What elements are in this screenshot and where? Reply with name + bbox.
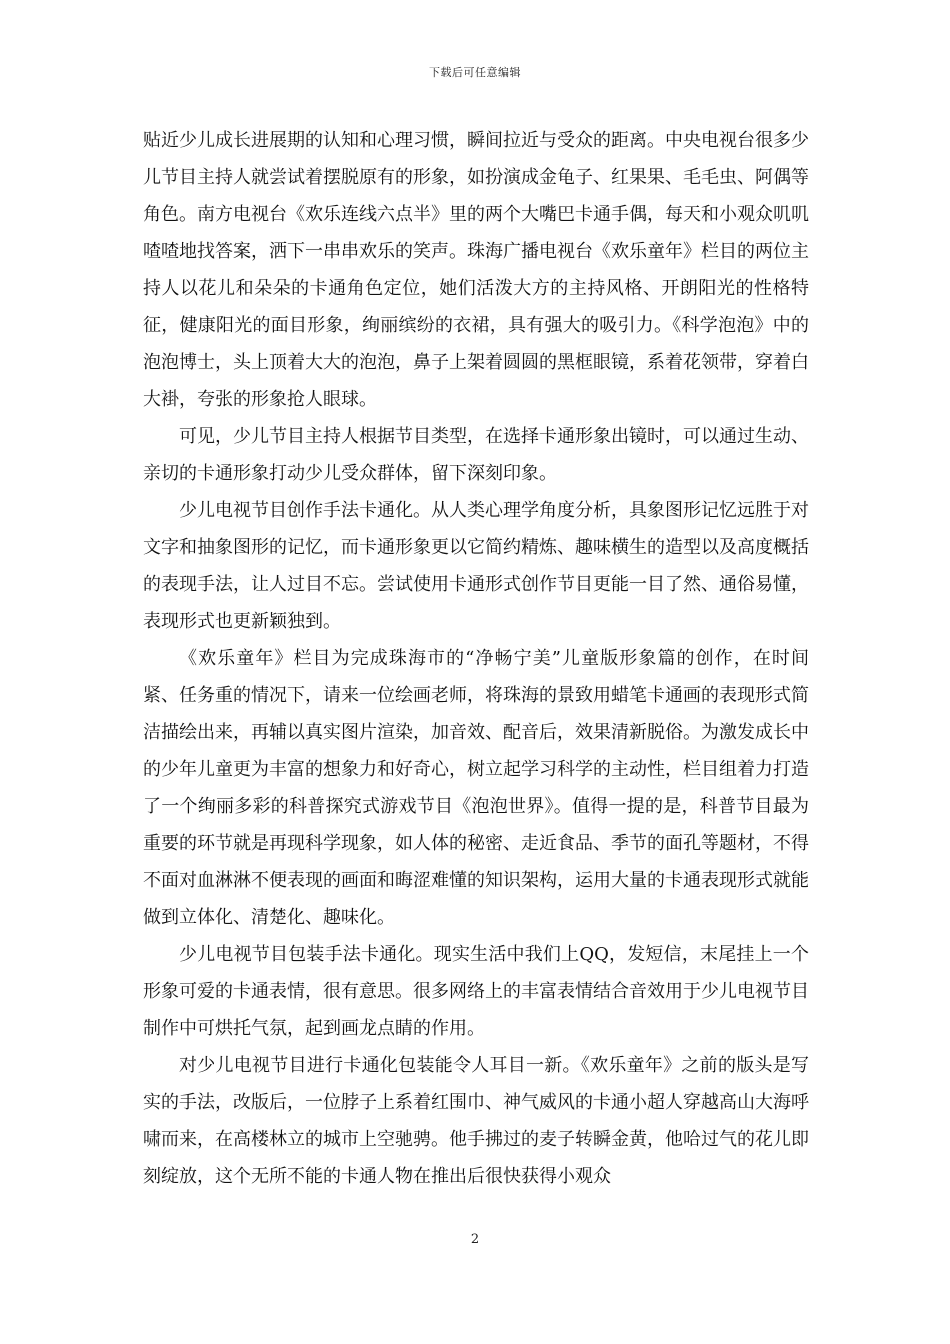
- paragraph-4: 《欢乐童年》栏目为完成珠海市的“净畅宁美”儿童版形象篇的创作，在时间紧、任务重的情况下，请来一位绘画老师，将珠海的景致用蜡笔卡通画的表现形式简洁描绘出来，再辅以真实图片渲染，加音效、配音后，效果清新脱俗。为激发成长中的少年儿童更为丰富的想象力和好奇心，树立起学习科学的主动性，栏目组着力打造了一个绚丽多彩的科普探究式游戏节目《泡泡世界》。值得一提的是，科普节目最为重要的环节就是再现科学现象，如人体的秘密、走近食品、季节的面孔等题材，不得不面对血淋淋不便表现的画面和晦涩难懂的知识架构，运用大量的卡通表现形式就能做到立体化、清楚化、趣味化。: [143, 648, 809, 928]
- document-body: [143, 122, 809, 1195]
- paragraph-6: 对少儿电视节目进行卡通化包装能令人耳目一新。《欢乐童年》之前的版头是写实的手法，改版后，一位脖子上系着红围巾、神气威风的卡通小超人穿越高山大海呼啸而来，在高楼林立的城市上空驰骋。他手拂过的麦子转瞬金黄，他哈过气的花儿即刻绽放，这个无所不能的卡通人物在推出后很快获得小观众: [143, 1055, 809, 1187]
- paragraph-2: 可见，少儿节目主持人根据节目类型，在选择卡通形象出镜时，可以通过生动、亲切的卡通形象打动少儿受众群体，留下深刻印象。: [143, 426, 809, 484]
- page-header: 下载后可任意编辑: [429, 66, 521, 79]
- paragraph-3: 少儿电视节目创作手法卡通化。从人类心理学角度分析，具象图形记忆远胜于对文字和抽象图形的记忆，而卡通形象更以它简约精炼、趣味横生的造型以及高度概括的表现手法，让人过目不忘。尝试使用卡通形式创作节目更能一目了然、通俗易懂，表现形式也更新颖独到。: [143, 500, 809, 632]
- paragraph-1: 贴近少儿成长进展期的认知和心理习惯，瞬间拉近与受众的距离。中央电视台很多少儿节目主持人就尝试着摆脱原有的形象，如扮演成金龟子、红果果、毛毛虫、阿偶等角色。南方电视台《欢乐连线六点半》里的两个大嘴巴卡通手偶，每天和小观众叽叽喳喳地找答案，洒下一串串欢乐的笑声。珠海广播电视台《欢乐童年》栏目的两位主持人以花儿和朵朵的卡通角色定位，她们活泼大方的主持风格、开朗阳光的性格特征，健康阳光的面目形象，绚丽缤纷的衣裙，具有强大的吸引力。《科学泡泡》中的泡泡博士，头上顶着大大的泡泡，鼻子上架着圆圆的黑框眼镜，系着花领带，穿着白大褂，夸张的形象抢人眼球。: [143, 130, 809, 410]
- paragraph-5: 少儿电视节目包装手法卡通化。现实生活中我们上QQ，发短信，末尾挂上一个形象可爱的卡通表情，很有意思。很多网络上的丰富表情结合音效用于少儿电视节目制作中可烘托气氛，起到画龙点睛的作用。: [143, 944, 809, 1039]
- page-number: 2: [470, 1232, 480, 1247]
